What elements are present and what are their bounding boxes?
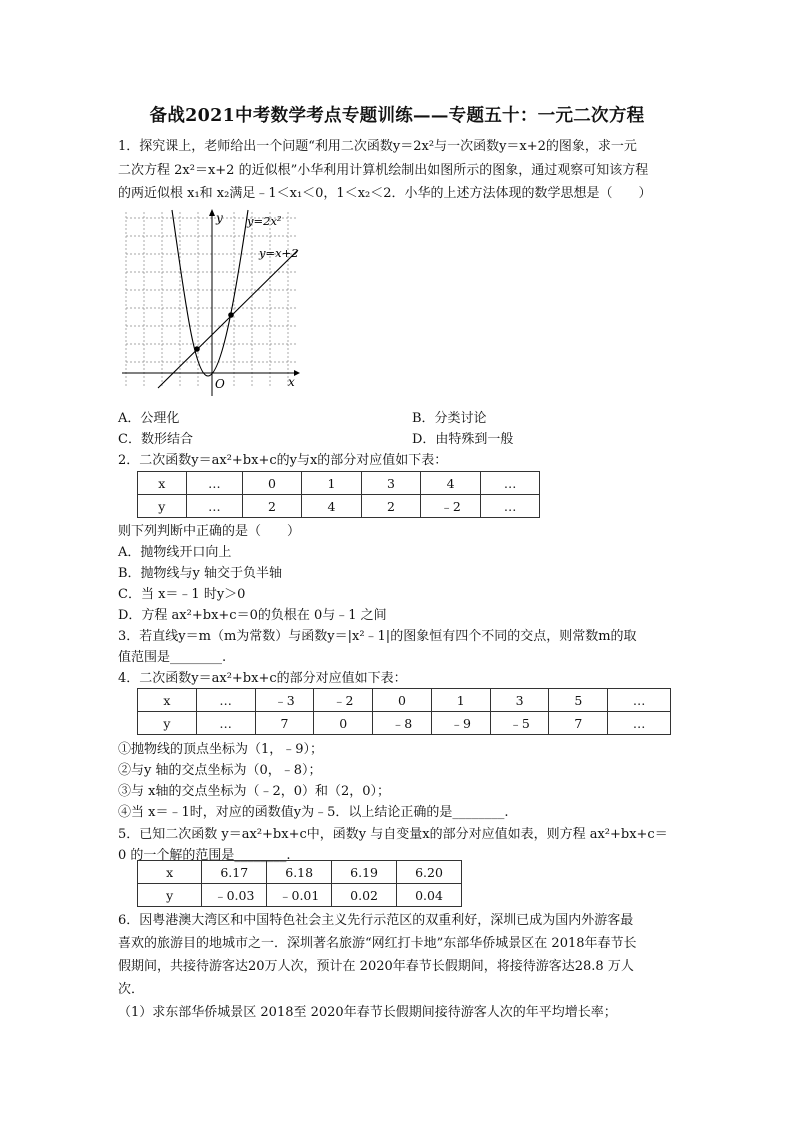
q1-line-3: 的两近似根 x₁和 x₂满足﹣1＜x₁＜0，1＜x₂＜2．小华的上述方法体现的数学思想是（ ） xyxy=(118,186,652,201)
q6-line-2: 喜欢的旅游目的地城市之一．深圳著名旅游“网红打卡地”东部华侨城景区在 2018年春节长 xyxy=(118,936,637,951)
table-cell: … xyxy=(481,472,540,495)
q2-option-b: B．抛物线与y 轴交于负半轴 xyxy=(118,566,283,581)
table-cell: x xyxy=(138,861,202,884)
table-cell: 6.19 xyxy=(332,861,397,884)
q6-line-1: 6．因粤港澳大湾区和中国特色社会主义先行示范区的双重利好，深圳已成为国内外游客最 xyxy=(118,913,634,928)
table-cell: ﹣5 xyxy=(490,712,549,735)
table-cell: … xyxy=(186,472,243,495)
line-y-x-plus-2 xyxy=(158,250,298,388)
q4-conclusion-1: ①抛物线的顶点坐标为（1，﹣9）； xyxy=(118,742,324,757)
table-cell: y xyxy=(138,712,197,735)
table-cell: … xyxy=(481,495,540,518)
table-cell: y xyxy=(138,495,187,518)
table-cell: 6.20 xyxy=(397,861,462,884)
q1-line-2: 二次方程 2x²＝x+2 的近似根”小华利用计算机绘制出如图所示的图象，通过观察可知该方程 xyxy=(118,163,649,178)
table-cell: 1 xyxy=(431,689,490,712)
parabola-label: y=2x² xyxy=(247,214,282,228)
table-cell: ﹣2 xyxy=(314,689,373,712)
q2-option-d: D．方程 ax²+bx+c＝0的负根在 0与﹣1 之间 xyxy=(118,608,387,623)
q6-part-1: （1）求东部华侨城景区 2018至 2020年春节长假期间接待游客人次的年平均增长率； xyxy=(118,1005,617,1020)
table-cell: 4 xyxy=(420,472,481,495)
q2-option-c: C．当 x＝﹣1 时y＞0 xyxy=(118,587,246,602)
table-cell: 5 xyxy=(549,689,608,712)
table-row xyxy=(138,861,462,884)
table-cell: y xyxy=(138,884,202,907)
table-cell: ﹣8 xyxy=(373,712,432,735)
table-cell: ﹣9 xyxy=(431,712,490,735)
table-cell: … xyxy=(196,689,255,712)
table-cell: 6.17 xyxy=(202,861,267,884)
table-cell: x xyxy=(138,472,187,495)
table-cell: … xyxy=(186,495,243,518)
table-cell: 3 xyxy=(490,689,549,712)
q5-value-table xyxy=(137,860,462,907)
table-cell: 6.18 xyxy=(267,861,332,884)
q4-conclusion-3: ③与 x轴的交点坐标为（﹣2，0）和（2，0）； xyxy=(118,784,391,799)
q5-line-1: 5．已知二次函数 y＝ax²+bx+c中，函数y 与自变量x的部分对应值如表，则方程 ax²+bx+c＝ xyxy=(118,827,668,842)
q4-value-table xyxy=(137,688,671,735)
q1-line-1: 1．探究课上，老师给出一个问题“利用二次函数y＝2x²与一次函数y＝x+2的图象，求一元 xyxy=(118,139,637,154)
q4-conclusion-4: ④当 x＝﹣1时，对应的函数值y为﹣5．以上结论正确的是________. xyxy=(118,805,509,820)
q4-stem: 4．二次函数y＝ax²+bx+c的部分对应值如下表： xyxy=(118,671,407,686)
table-cell: 7 xyxy=(549,712,608,735)
table-row xyxy=(138,689,671,712)
q4-conclusion-2: ②与y 轴的交点坐标为（0，﹣8）； xyxy=(118,763,322,778)
q2-stem: 2．二次函数y＝ax²+bx+c的y与x的部分对应值如下表： xyxy=(118,453,448,468)
table-cell: 2 xyxy=(243,495,302,518)
table-cell: ﹣0.03 xyxy=(202,884,267,907)
table-cell: … xyxy=(196,712,255,735)
table-row xyxy=(138,495,540,518)
q1-option-b: B．分类讨论 xyxy=(412,411,487,426)
q2-option-a: A．抛物线开口向上 xyxy=(118,545,232,560)
intersection-point-1 xyxy=(194,346,200,352)
table-cell: 1 xyxy=(301,472,362,495)
q2-value-table xyxy=(137,471,540,518)
table-cell: ﹣2 xyxy=(420,495,481,518)
table-cell: 4 xyxy=(301,495,362,518)
intersection-point-2 xyxy=(228,312,234,318)
graph-grid xyxy=(126,212,296,388)
line-label: y=x+2 xyxy=(259,246,299,260)
table-cell: 0.04 xyxy=(397,884,462,907)
table-cell: 0.02 xyxy=(332,884,397,907)
table-cell: … xyxy=(608,689,671,712)
q3-line-1: 3．若直线y＝m（m为常数）与函数y＝|x²﹣1|的图象恒有四个不同的交点，则常数m的取 xyxy=(118,629,637,644)
q6-line-4: 次． xyxy=(118,982,145,997)
table-cell: 7 xyxy=(255,712,314,735)
q2-prompt: 则下列判断中正确的是（ ） xyxy=(118,524,301,539)
q5-line-2: 0 的一个解的范围是________. xyxy=(118,848,291,863)
table-cell: 3 xyxy=(362,472,421,495)
q1-option-d: D．由特殊到一般 xyxy=(412,432,514,447)
parabola-curve xyxy=(172,210,248,376)
origin-label: O xyxy=(215,377,225,391)
q1-option-a: A．公理化 xyxy=(118,411,180,426)
table-row xyxy=(138,884,462,907)
table-cell: 2 xyxy=(362,495,421,518)
y-axis-arrow-icon xyxy=(209,209,215,216)
table-cell: x xyxy=(138,689,197,712)
table-row xyxy=(138,712,671,735)
q3-line-2: 值范围是________. xyxy=(118,650,227,665)
x-axis-label: x xyxy=(288,375,295,389)
table-cell: 0 xyxy=(243,472,302,495)
x-axis-arrow-icon xyxy=(294,370,300,376)
table-cell: 0 xyxy=(314,712,373,735)
page-title: 备战2021中考数学考点专题训练——专题五十：一元二次方程 xyxy=(149,106,645,126)
table-cell: ﹣3 xyxy=(255,689,314,712)
table-cell: ﹣0.01 xyxy=(267,884,332,907)
table-cell: 0 xyxy=(373,689,432,712)
q6-line-3: 假期间，共接待游客达20万人次，预计在 2020年春节长假期间，将接待游客达28.8 万人 xyxy=(118,959,634,974)
q1-function-graph xyxy=(120,208,302,398)
table-cell: … xyxy=(608,712,671,735)
q1-option-c: C．数形结合 xyxy=(118,432,193,447)
table-row xyxy=(138,472,540,495)
y-axis-label: y xyxy=(216,211,223,225)
